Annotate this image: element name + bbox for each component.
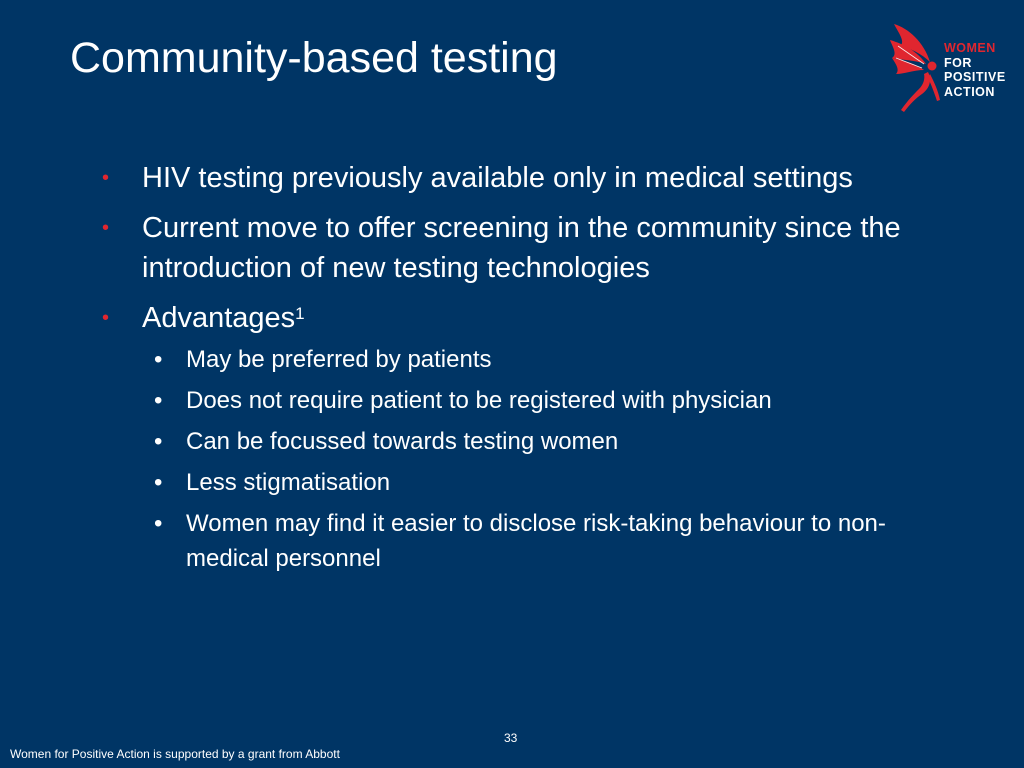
sub-bullet-marker: • — [154, 469, 163, 496]
sub-bullet-marker: • — [154, 428, 163, 455]
bullet-text: HIV testing previously available only in medical settings — [142, 162, 853, 194]
sub-bullet-marker: • — [154, 346, 163, 373]
bullet-marker: • — [102, 307, 110, 329]
sub-bullet-marker: • — [154, 510, 163, 537]
sub-bullet-item — [100, 342, 920, 377]
sub-bullet-marker: • — [154, 387, 163, 414]
logo-word-for: FOR — [944, 55, 972, 70]
bullet-item — [100, 298, 920, 338]
winged-figure-icon — [886, 18, 946, 118]
logo-word-positive: POSITIVE — [944, 70, 1006, 84]
logo-word-action: ACTION — [944, 84, 995, 99]
advantages-list — [100, 342, 920, 576]
sub-bullet-item — [100, 465, 920, 500]
sub-bullet-text: Can be focussed towards testing women — [186, 428, 619, 455]
logo-word-women: WOMEN — [944, 41, 996, 55]
sub-bullet-text: May be preferred by patients — [186, 346, 492, 373]
logo-wordmark — [944, 41, 1006, 99]
slide-body — [100, 158, 920, 582]
page-number: 33 — [504, 731, 518, 745]
bullet-text: Current move to offer screening in the community since the introduction of new testing technologies — [142, 212, 901, 284]
sub-bullet-item — [100, 383, 920, 418]
sub-bullet-text: Women may find it easier to disclose risk-taking behaviour to non-medical personnel — [186, 510, 886, 572]
slide-title: Community-based testing — [70, 34, 558, 82]
bullet-text: Advantages — [142, 302, 296, 334]
bullet-marker: • — [102, 167, 110, 189]
sub-bullet-item — [100, 506, 920, 576]
footnote-reference: 1 — [295, 304, 305, 323]
footer-note: Women for Positive Action is supported by a grant from Abbott — [10, 747, 340, 761]
sub-bullet-text: Does not require patient to be registered with physician — [186, 387, 772, 414]
sub-bullet-text: Less stigmatisation — [186, 469, 391, 496]
bullet-marker: • — [102, 217, 110, 239]
women-for-positive-action-logo — [886, 18, 1016, 118]
sub-bullet-item — [100, 424, 920, 459]
bullet-item — [100, 208, 920, 288]
bullet-item — [100, 158, 920, 198]
